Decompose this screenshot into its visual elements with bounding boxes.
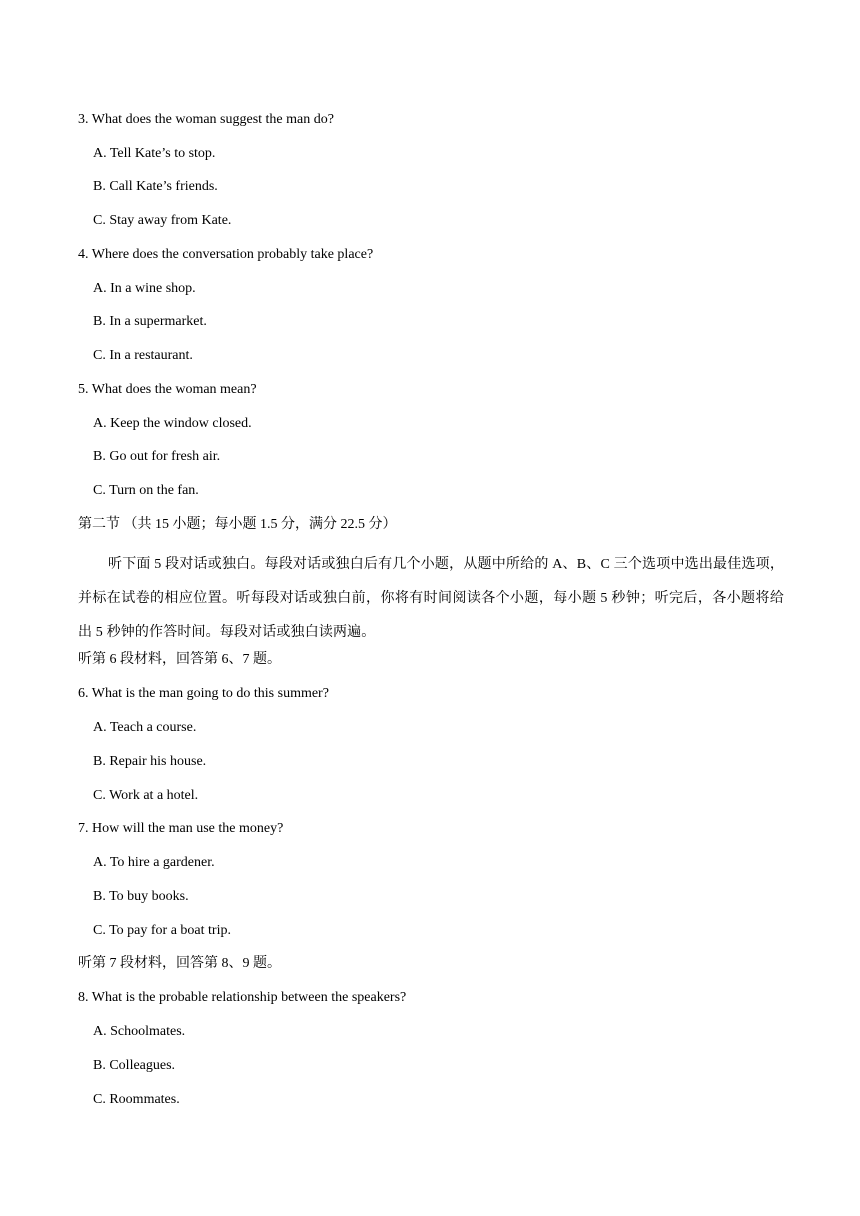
question-4-option-a: A. In a wine shop. — [93, 281, 196, 296]
question-5-option-c: C. Turn on the fan. — [93, 483, 199, 498]
section-2-instructions: 听下面 5 段对话或独白。每段对话或独白后有几个小题，从题中所给的 A、B、C 三个选项中选出最佳选项，并标在试卷的相应位置。听每段对话或独白前，你将有时间阅读各个小题，每小题 5 秒钟；听完后，各小题将给出 5 秒钟的作答时间。每段对话或独白读两遍。 — [78, 557, 784, 640]
question-7-option-c: C. To pay for a boat trip. — [93, 923, 231, 938]
question-5-option-b: B. Go out for fresh air. — [93, 449, 221, 464]
question-4: 4. Where does the conversation probably take place? — [78, 247, 374, 262]
question-3-option-b: B. Call Kate’s friends. — [93, 179, 218, 194]
question-8-option-b: B. Colleagues. — [93, 1058, 176, 1073]
question-5: 5. What does the woman mean? — [78, 382, 257, 397]
question-5-option-a: A. Keep the window closed. — [93, 416, 252, 431]
question-3-option-c: C. Stay away from Kate. — [93, 213, 232, 228]
question-8-option-c: C. Roommates. — [93, 1092, 180, 1107]
question-8: 8. What is the probable relationship between the speakers? — [78, 990, 407, 1005]
question-3-option-a: A. Tell Kate’s to stop. — [93, 146, 216, 161]
question-4-option-c: C. In a restaurant. — [93, 348, 193, 363]
question-7-option-a: A. To hire a gardener. — [93, 855, 215, 870]
question-6-option-a: A. Teach a course. — [93, 720, 197, 735]
section-2-heading: 第二节 （共 15 小题；每小题 1.5 分，满分 22.5 分） — [78, 517, 397, 532]
question-3: 3. What does the woman suggest the man do? — [78, 112, 334, 127]
question-8-option-a: A. Schoolmates. — [93, 1024, 186, 1039]
material-7-heading: 听第 7 段材料，回答第 8、9 题。 — [78, 956, 281, 971]
question-6-option-b: B. Repair his house. — [93, 754, 207, 769]
question-6-option-c: C. Work at a hotel. — [93, 788, 199, 803]
question-7: 7. How will the man use the money? — [78, 821, 284, 836]
question-4-option-b: B. In a supermarket. — [93, 314, 207, 329]
question-6: 6. What is the man going to do this summer? — [78, 686, 329, 701]
question-7-option-b: B. To buy books. — [93, 889, 189, 904]
material-6-heading: 听第 6 段材料，回答第 6、7 题。 — [78, 652, 281, 667]
